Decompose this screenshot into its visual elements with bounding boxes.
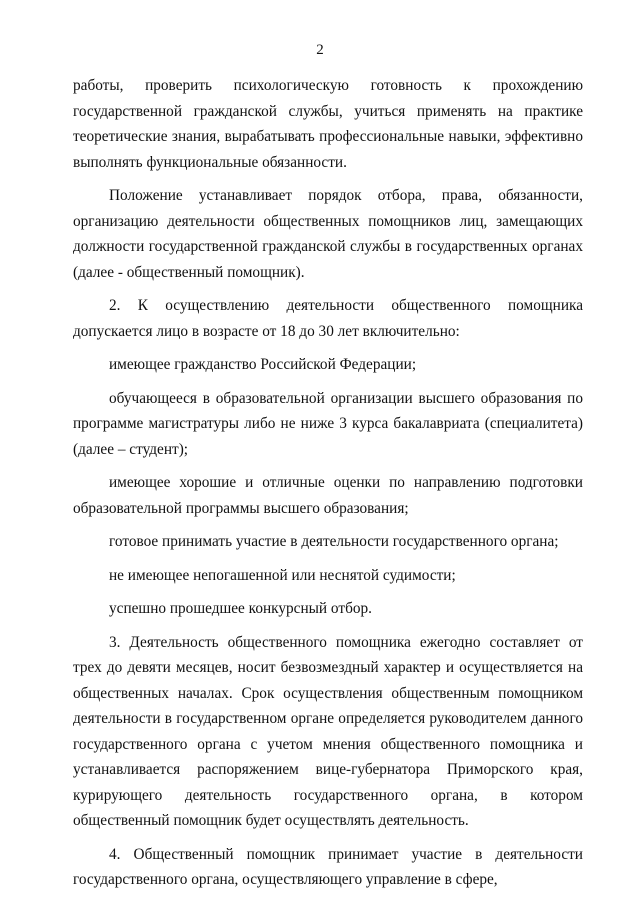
list-item-citizenship: имеющее гражданство Российской Федерации; (109, 356, 417, 373)
page-number: 2 (316, 42, 324, 58)
paragraph-regulation-scope: Положение устанавливает порядок отбора, права, обязанности, организацию деятельности общественных помощников лиц, замещающих должности государственной гражданской службы в государственных органах (далее - общественный помощник). (73, 187, 583, 281)
paragraph-item-3: 3. Деятельность общественного помощника ежегодно составляет от трех до девяти месяцев, носит безвозмездный характер и осуществляется на общественных началах. Срок осуществления общественным помощником деятельности в государственном органе определяется руководителем данного государственного органа с учетом мнения общественного помощника и устанавливается распоряжением вице-губернатора Приморского края, курирующего деятельность государственного органа, в котором общественный помощник будет осуществлять деятельность. (73, 633, 583, 829)
list-item-no-record: не имеющее непогашенной или неснятой судимости; (109, 566, 456, 584)
paragraph-continuation: работы, проверить психологическую готовность к прохождению государственной гражданской службы, учиться применять на практике теоретические знания, вырабатывать профессиональные навыки, эффективно выполнять функциональные обязанности. (73, 77, 583, 171)
list-item-grades: имеющее хорошие и отличные оценки по направлению подготовки образовательной программы высшего образования; (73, 474, 583, 517)
paragraph-item-4: 4. Общественный помощник принимает участие в деятельности государственного органа, осуществляющего управление в сфере, (73, 845, 583, 888)
list-item-selection: успешно прошедшее конкурсный отбор. (109, 600, 372, 617)
list-item-student: обучающееся в образовательной организации высшего образования по программе магистратуры либо не ниже 3 курса бакалавриата (специалитета) (далее – студент); (73, 389, 583, 458)
document-body (73, 73, 583, 893)
list-item-participation: готовое принимать участие в деятельности государственного органа; (109, 533, 559, 550)
paragraph-item-2: 2. К осуществлению деятельности общественного помощника допускается лицо в возрасте от 18 до 30 лет включительно: (73, 297, 583, 340)
